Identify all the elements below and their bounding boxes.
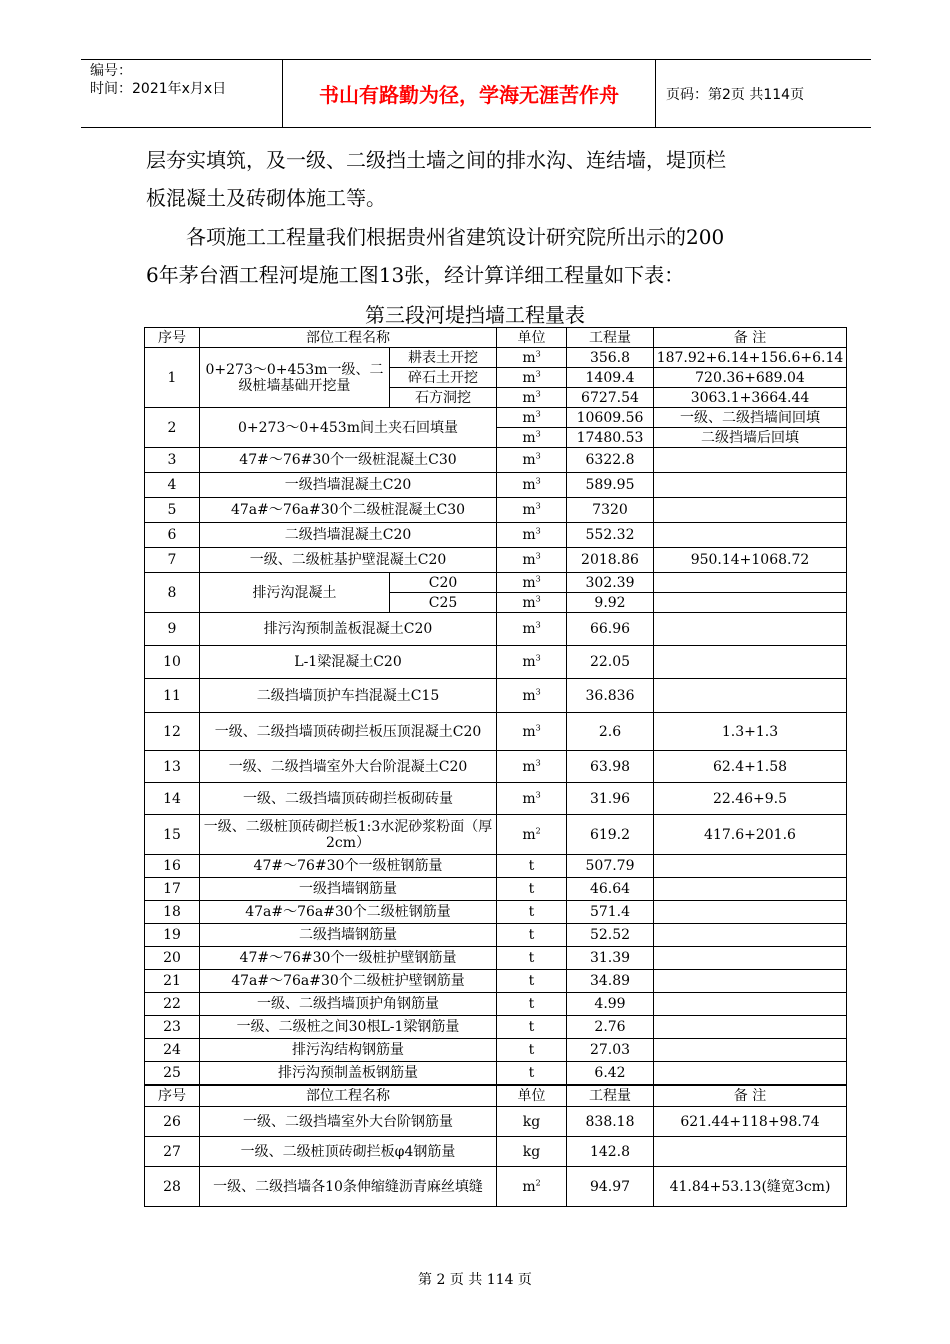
note-cell xyxy=(654,970,847,993)
qty-cell: 589.95 xyxy=(567,473,654,498)
name-cell: 一级、二级桩之间30根L-1梁钢筋量 xyxy=(200,1016,497,1039)
body-line-4: 6年茅台酒工程河堤施工图13张，经计算详细工程量如下表： xyxy=(146,263,685,287)
body-line-2: 板混凝土及砖砌体施工等。 xyxy=(146,186,386,210)
seq-cell: 14 xyxy=(145,783,200,815)
seq-cell: 5 xyxy=(145,498,200,523)
table-row xyxy=(145,1039,847,1062)
name-cell: 一级、二级挡墙顶护角钢筋量 xyxy=(200,993,497,1016)
table-row xyxy=(145,613,847,646)
header-note: 备 注 xyxy=(654,1085,847,1107)
seq-cell: 10 xyxy=(145,646,200,679)
qty-cell: 1409.4 xyxy=(567,368,654,388)
seq-cell: 28 xyxy=(145,1167,200,1207)
table-row xyxy=(145,947,847,970)
seq-cell: 9 xyxy=(145,613,200,646)
note-cell xyxy=(654,593,847,613)
unit-cell: $m^3$ xyxy=(497,783,567,815)
header-seq: 序号 xyxy=(145,1085,200,1107)
header-name: 部位工程名称 xyxy=(200,328,497,348)
seq-cell: 27 xyxy=(145,1137,200,1167)
seq-cell: 13 xyxy=(145,751,200,783)
note-cell xyxy=(654,448,847,473)
name-cell: 一级挡墙钢筋量 xyxy=(200,878,497,901)
unit-cell: $m^2$ xyxy=(497,815,567,855)
time-label: 时间：2021年x月x日 xyxy=(90,81,227,97)
unit-cell: t xyxy=(497,1062,567,1085)
sub-name-cell: 石方洞挖 xyxy=(390,388,497,408)
qty-cell: 52.52 xyxy=(567,924,654,947)
quantity-table xyxy=(144,327,846,1207)
note-cell xyxy=(654,855,847,878)
unit-cell: $m^3$ xyxy=(497,751,567,783)
qty-cell: 552.32 xyxy=(567,523,654,548)
unit-cell: t xyxy=(497,993,567,1016)
note-cell xyxy=(654,646,847,679)
table-row xyxy=(145,1167,847,1207)
table-row xyxy=(145,679,847,713)
unit-cell: $m^3$ xyxy=(497,473,567,498)
name-cell: 一级、二级挡墙顶砖砌拦板砌砖量 xyxy=(200,783,497,815)
name-cell: 一级、二级挡墙顶砖砌拦板压顶混凝土C20 xyxy=(200,713,497,751)
note-cell: 1.3+1.3 xyxy=(654,713,847,751)
header-page-code: 页码：第2页 共114页 xyxy=(666,86,805,103)
name-cell: 二级挡墙混凝土C20 xyxy=(200,523,497,548)
name-cell: 排污沟预制盖板混凝土C20 xyxy=(200,613,497,646)
unit-cell: $m^3$ xyxy=(497,388,567,408)
name-cell: 47#～76#30个一级桩混凝土C30 xyxy=(200,448,497,473)
unit-cell: $m^3$ xyxy=(497,713,567,751)
table-row xyxy=(145,1016,847,1039)
unit-cell: t xyxy=(497,901,567,924)
qty-cell: 66.96 xyxy=(567,613,654,646)
seq-cell: 23 xyxy=(145,1016,200,1039)
name-cell: 一级、二级挡墙室外大台阶钢筋量 xyxy=(200,1107,497,1137)
qty-cell: 27.03 xyxy=(567,1039,654,1062)
note-cell: 一级、二级挡墙间回填 xyxy=(654,408,847,428)
unit-cell: $m^3$ xyxy=(497,428,567,448)
body-line-3: 各项施工工程量我们根据贵州省建筑设计研究院所出示的200 xyxy=(186,225,725,249)
note-cell xyxy=(654,901,847,924)
qty-cell: 34.89 xyxy=(567,970,654,993)
seq-cell: 6 xyxy=(145,523,200,548)
name-cell: 47a#～76a#30个二级桩护壁钢筋量 xyxy=(200,970,497,993)
seq-cell: 16 xyxy=(145,855,200,878)
header-name: 部位工程名称 xyxy=(200,1085,497,1107)
number-label: 编号： xyxy=(90,63,132,79)
unit-cell: $m^2$ xyxy=(497,1167,567,1207)
note-cell xyxy=(654,573,847,593)
header-qty: 工程量 xyxy=(567,1085,654,1107)
seq-cell: 4 xyxy=(145,473,200,498)
table-row xyxy=(145,448,847,473)
name-cell: 二级挡墙顶护车挡混凝土C15 xyxy=(200,679,497,713)
qty-cell: 356.8 xyxy=(567,348,654,368)
unit-cell: t xyxy=(497,970,567,993)
table-row xyxy=(145,924,847,947)
unit-cell: $m^3$ xyxy=(497,593,567,613)
qty-cell: 46.64 xyxy=(567,878,654,901)
header-motto: 书山有路勤为径，学海无涯苦作舟 xyxy=(283,60,656,127)
note-cell: 22.46+9.5 xyxy=(654,783,847,815)
note-cell: 621.44+118+98.74 xyxy=(654,1107,847,1137)
qty-cell: 31.96 xyxy=(567,783,654,815)
name-cell: 排污沟结构钢筋量 xyxy=(200,1039,497,1062)
table-row xyxy=(145,498,847,523)
unit-cell: $m^3$ xyxy=(497,348,567,368)
note-cell: 62.4+1.58 xyxy=(654,751,847,783)
table-row xyxy=(145,993,847,1016)
name-cell: 0+273～0+453m间土夹石回填量 xyxy=(200,408,497,448)
name-cell: 排污沟预制盖板钢筋量 xyxy=(200,1062,497,1085)
sub-name-cell: C20 xyxy=(390,573,497,593)
table-row xyxy=(145,523,847,548)
table-row xyxy=(145,855,847,878)
page-footer: 第 2 页 共 114 页 xyxy=(418,1272,532,1288)
sub-name-cell: 碎石土开挖 xyxy=(390,368,497,388)
qty-cell: 94.97 xyxy=(567,1167,654,1207)
table-row xyxy=(145,1107,847,1137)
note-cell xyxy=(654,993,847,1016)
name-cell: 一级、二级挡墙各10条伸缩缝沥青麻丝填缝 xyxy=(200,1167,497,1207)
table-row xyxy=(145,751,847,783)
seq-cell: 12 xyxy=(145,713,200,751)
name-cell: 47a#～76a#30个二级桩混凝土C30 xyxy=(200,498,497,523)
note-cell xyxy=(654,1062,847,1085)
unit-cell: t xyxy=(497,1016,567,1039)
qty-cell: 6322.8 xyxy=(567,448,654,473)
qty-cell: 2.76 xyxy=(567,1016,654,1039)
name-cell: 一级、二级挡墙室外大台阶混凝土C20 xyxy=(200,751,497,783)
table-row xyxy=(145,646,847,679)
qty-cell: 2.6 xyxy=(567,713,654,751)
name-cell: 二级挡墙钢筋量 xyxy=(200,924,497,947)
qty-cell: 838.18 xyxy=(567,1107,654,1137)
name-cell: 一级、二级桩顶砖砌拦板1:3水泥砂浆粉面（厚2cm） xyxy=(200,815,497,855)
note-cell xyxy=(654,498,847,523)
seq-cell: 1 xyxy=(145,348,200,408)
qty-cell: 9.92 xyxy=(567,593,654,613)
name-cell: 47#～76#30个一级桩钢筋量 xyxy=(200,855,497,878)
table-row xyxy=(145,815,847,855)
table-row xyxy=(145,713,847,751)
seq-cell: 24 xyxy=(145,1039,200,1062)
note-cell xyxy=(654,473,847,498)
name-cell: 47#～76#30个一级桩护壁钢筋量 xyxy=(200,947,497,970)
note-cell: 417.6+201.6 xyxy=(654,815,847,855)
seq-cell: 8 xyxy=(145,573,200,613)
qty-cell: 4.99 xyxy=(567,993,654,1016)
qty-cell: 22.05 xyxy=(567,646,654,679)
note-cell: 41.84+53.13(缝宽3cm) xyxy=(654,1167,847,1207)
seq-cell: 11 xyxy=(145,679,200,713)
note-cell xyxy=(654,924,847,947)
unit-cell: t xyxy=(497,855,567,878)
seq-cell: 2 xyxy=(145,408,200,448)
table-header-row-repeat xyxy=(145,1085,847,1107)
name-cell: 一级、二级桩基护壁混凝土C20 xyxy=(200,548,497,573)
note-cell: 187.92+6.14+156.6+6.14 xyxy=(654,348,847,368)
qty-cell: 63.98 xyxy=(567,751,654,783)
qty-cell: 31.39 xyxy=(567,947,654,970)
unit-cell: $m^3$ xyxy=(497,548,567,573)
seq-cell: 26 xyxy=(145,1107,200,1137)
header-seq: 序号 xyxy=(145,328,200,348)
unit-cell: $m^3$ xyxy=(497,613,567,646)
unit-cell: $m^3$ xyxy=(497,679,567,713)
qty-cell: 2018.86 xyxy=(567,548,654,573)
unit-cell: $m^3$ xyxy=(497,573,567,593)
unit-cell: $m^3$ xyxy=(497,408,567,428)
note-cell xyxy=(654,878,847,901)
table-row xyxy=(145,878,847,901)
note-cell xyxy=(654,613,847,646)
table-row xyxy=(145,970,847,993)
note-cell: 3063.1+3664.44 xyxy=(654,388,847,408)
note-cell: 950.14+1068.72 xyxy=(654,548,847,573)
table-row xyxy=(145,473,847,498)
unit-cell: t xyxy=(497,947,567,970)
name-cell: 排污沟混凝土 xyxy=(200,573,390,613)
name-cell: 0+273～0+453m一级、二级桩墙基础开挖量 xyxy=(200,348,390,408)
qty-cell: 7320 xyxy=(567,498,654,523)
note-cell: 720.36+689.04 xyxy=(654,368,847,388)
table-row xyxy=(145,783,847,815)
table-title: 第三段河堤挡墙工程量表 xyxy=(365,303,585,327)
unit-cell: kg xyxy=(497,1137,567,1167)
header-qty: 工程量 xyxy=(567,328,654,348)
seq-cell: 7 xyxy=(145,548,200,573)
header-note: 备 注 xyxy=(654,328,847,348)
note-cell xyxy=(654,523,847,548)
table-row xyxy=(145,1062,847,1085)
header-unit: 单位 xyxy=(497,328,567,348)
page-header xyxy=(81,59,871,128)
table-row xyxy=(145,548,847,573)
seq-cell: 20 xyxy=(145,947,200,970)
table-row xyxy=(145,901,847,924)
qty-cell: 6727.54 xyxy=(567,388,654,408)
seq-cell: 19 xyxy=(145,924,200,947)
unit-cell: t xyxy=(497,924,567,947)
table-row xyxy=(145,408,847,428)
note-cell: 二级挡墙后回填 xyxy=(654,428,847,448)
sub-name-cell: 耕表土开挖 xyxy=(390,348,497,368)
table-row xyxy=(145,1137,847,1167)
sub-name-cell: C25 xyxy=(390,593,497,613)
qty-cell: 142.8 xyxy=(567,1137,654,1167)
note-cell xyxy=(654,1016,847,1039)
note-cell xyxy=(654,1137,847,1167)
unit-cell: $m^3$ xyxy=(497,498,567,523)
note-cell xyxy=(654,679,847,713)
name-cell: 一级、二级桩顶砖砌拦板φ4钢筋量 xyxy=(200,1137,497,1167)
unit-cell: $m^3$ xyxy=(497,368,567,388)
seq-cell: 25 xyxy=(145,1062,200,1085)
unit-cell: t xyxy=(497,1039,567,1062)
unit-cell: t xyxy=(497,878,567,901)
body-line-1: 层夯实填筑，及一级、二级挡土墙之间的排水沟、连结墙，堤顶栏 xyxy=(146,148,726,172)
name-cell: L-1梁混凝土C20 xyxy=(200,646,497,679)
seq-cell: 15 xyxy=(145,815,200,855)
note-cell xyxy=(654,947,847,970)
unit-cell: $m^3$ xyxy=(497,448,567,473)
name-cell: 一级挡墙混凝土C20 xyxy=(200,473,497,498)
seq-cell: 18 xyxy=(145,901,200,924)
qty-cell: 302.39 xyxy=(567,573,654,593)
qty-cell: 17480.53 xyxy=(567,428,654,448)
name-cell: 47a#～76a#30个二级桩钢筋量 xyxy=(200,901,497,924)
unit-cell: kg xyxy=(497,1107,567,1137)
seq-cell: 3 xyxy=(145,448,200,473)
table-row xyxy=(145,573,847,593)
unit-cell: $m^3$ xyxy=(497,646,567,679)
note-cell xyxy=(654,1039,847,1062)
table-header-row xyxy=(145,328,847,348)
seq-cell: 22 xyxy=(145,993,200,1016)
seq-cell: 21 xyxy=(145,970,200,993)
unit-cell: $m^3$ xyxy=(497,523,567,548)
table-row xyxy=(145,348,847,368)
qty-cell: 36.836 xyxy=(567,679,654,713)
header-meta xyxy=(81,60,283,127)
qty-cell: 6.42 xyxy=(567,1062,654,1085)
qty-cell: 619.2 xyxy=(567,815,654,855)
qty-cell: 507.79 xyxy=(567,855,654,878)
qty-cell: 10609.56 xyxy=(567,408,654,428)
header-unit: 单位 xyxy=(497,1085,567,1107)
seq-cell: 17 xyxy=(145,878,200,901)
qty-cell: 571.4 xyxy=(567,901,654,924)
